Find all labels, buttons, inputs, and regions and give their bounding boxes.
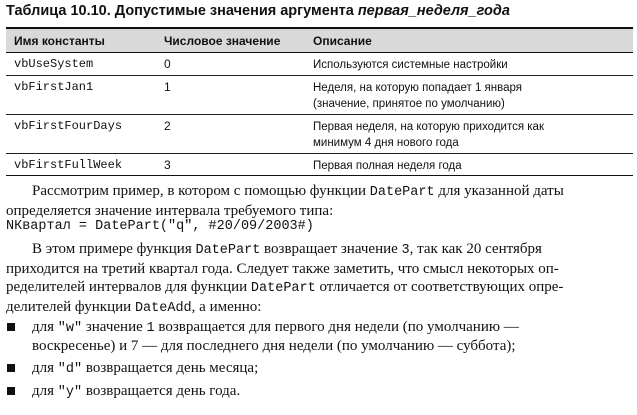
- text-run: значение: [82, 319, 147, 335]
- caption-argument-name: первая_неделя_года: [357, 3, 510, 19]
- inline-code: 3: [401, 243, 410, 258]
- paragraph-line: приходится на третий квартал года. Следует также заметить, что смысл некоторых оп-: [6, 261, 559, 277]
- constants-table: [6, 27, 633, 176]
- list-item-line: воскресенье) и 7 — для последнего дня недели (по умолчанию — суббота);: [32, 338, 516, 354]
- description-cell: [313, 119, 628, 151]
- inline-code: "d": [57, 362, 83, 377]
- caption-prefix: Таблица 10.10. Допустимые значения аргумента: [6, 3, 358, 19]
- list-item: [6, 318, 632, 356]
- inline-code: DatePart: [195, 243, 261, 258]
- bullet-square-icon: [7, 323, 15, 331]
- constant-name-cell: vbFirstFourDays: [14, 119, 123, 133]
- description-line: Первая неделя, на которую приходится как: [313, 121, 544, 133]
- text-run: возвращает значение: [260, 241, 402, 257]
- text-run: возвращается день месяца;: [82, 360, 259, 376]
- paragraph-example-intro: [6, 182, 632, 220]
- inline-code: "y": [57, 385, 83, 400]
- text-run: Рассмотрим пример, в котором с помощью функции: [32, 183, 370, 199]
- bullet-square-icon: [7, 364, 15, 372]
- text-run: , а именно:: [191, 299, 262, 315]
- text-run: делителей функции: [6, 299, 135, 315]
- numeric-value-cell: 3: [164, 158, 171, 172]
- header-constant-name: Имя константы: [14, 34, 105, 48]
- paragraph-line: [6, 298, 632, 318]
- constant-name-cell: vbFirstFullWeek: [14, 158, 123, 172]
- list-item: [6, 359, 632, 378]
- constant-name-cell: vbUseSystem: [14, 57, 94, 71]
- description-line: Неделя, на которую попадает 1 января: [313, 82, 522, 94]
- text-run: , так как 20 сентября: [409, 241, 542, 257]
- inline-code: 1: [146, 321, 155, 336]
- list-item-line: [32, 318, 632, 338]
- description-line: минимум 4 дня нового года: [313, 137, 459, 149]
- text-run: возвращается день года.: [82, 383, 241, 399]
- inline-code: DateAdd: [134, 301, 192, 316]
- description-line: Первая полная неделя года: [313, 160, 462, 172]
- text-run: ределителей интервалов для функции: [6, 279, 251, 295]
- text-run: В этом примере функция: [32, 241, 196, 257]
- bullet-square-icon: [7, 387, 15, 395]
- description-line: Используются системные настройки: [313, 59, 508, 71]
- table-row: [6, 154, 633, 175]
- text-run: возвращается для первого дня недели (по умолчанию —: [154, 319, 519, 335]
- text-run: для: [32, 383, 58, 399]
- paragraph-explanation: [6, 240, 632, 318]
- numeric-value-cell: 0: [164, 57, 171, 71]
- description-line: (значение, принятое по умолчанию): [313, 98, 505, 110]
- text-run: для указанной даты: [434, 183, 564, 199]
- list-item-line: [32, 359, 632, 379]
- paragraph-line: определяется значение интервала требуемого типа:: [6, 203, 334, 219]
- inline-code: "w": [57, 321, 83, 336]
- inline-code: DatePart: [250, 281, 316, 296]
- list-item-line: [32, 382, 632, 402]
- table-row: [6, 53, 633, 76]
- description-cell: [313, 80, 628, 112]
- description-cell: [313, 158, 628, 174]
- code-example: NКвартал = DatePart("q", #20/09/2003#): [6, 219, 314, 234]
- header-numeric-value: Числовое значение: [164, 34, 281, 48]
- header-description: Описание: [313, 34, 372, 48]
- numeric-value-cell: 1: [164, 80, 171, 94]
- paragraph-line: [6, 240, 632, 260]
- text-run: для: [32, 360, 58, 376]
- numeric-value-cell: 2: [164, 119, 171, 133]
- paragraph-line: [6, 278, 632, 298]
- table-caption: [6, 3, 510, 19]
- table-row: [6, 115, 633, 154]
- text-run: отличается от соответствующих опре-: [315, 279, 564, 295]
- table-header-row: [6, 29, 633, 53]
- list-item: [6, 382, 632, 401]
- constant-name-cell: vbFirstJan1: [14, 80, 94, 94]
- text-run: для: [32, 319, 58, 335]
- table-row: [6, 76, 633, 115]
- paragraph-line: [6, 182, 632, 202]
- description-cell: [313, 57, 628, 73]
- inline-code: DatePart: [369, 185, 435, 200]
